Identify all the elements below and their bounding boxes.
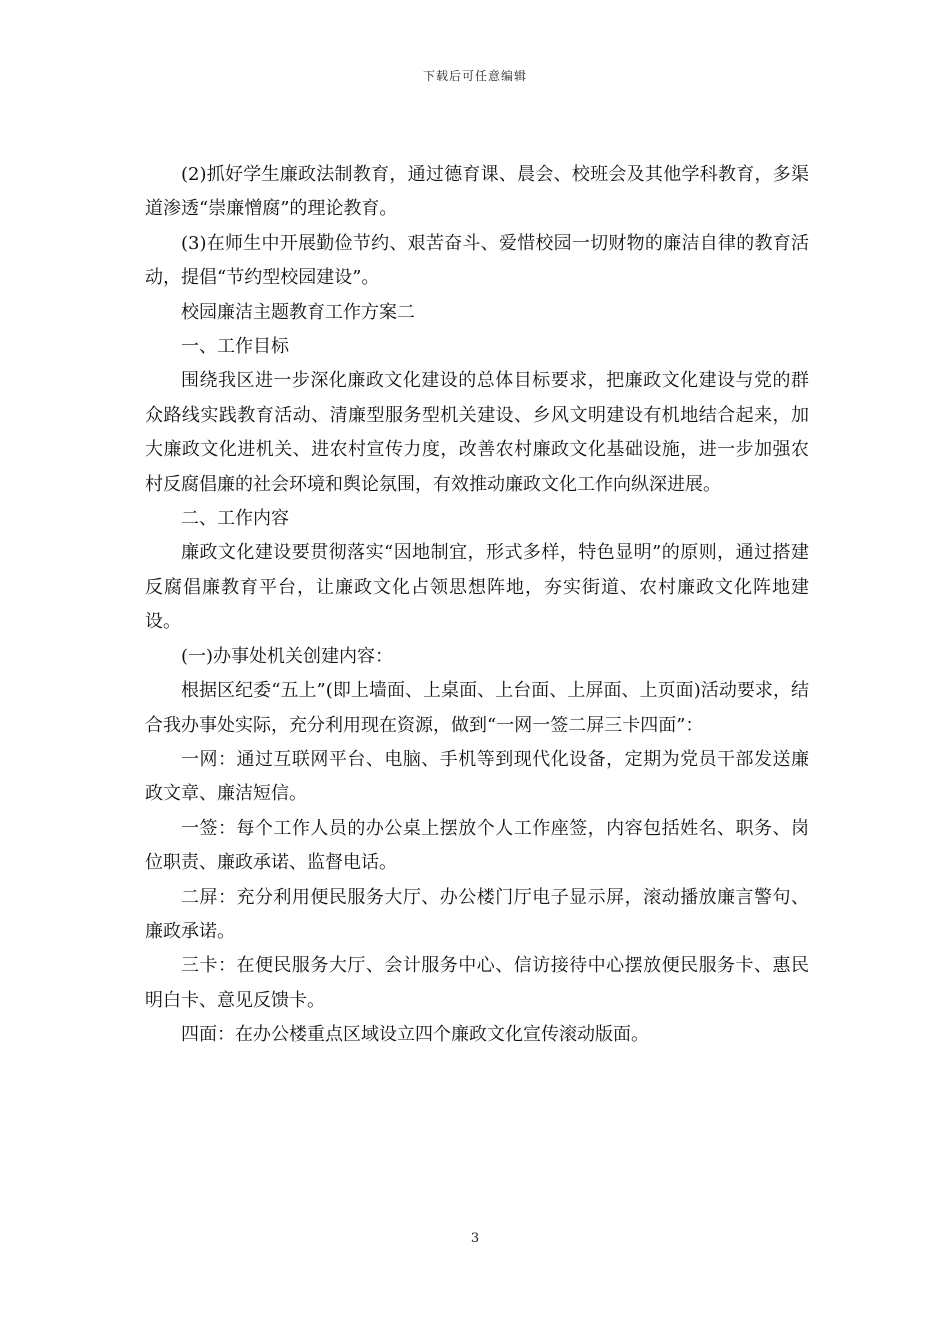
- paragraph: 二屏：充分利用便民服务大厅、办公楼门厅电子显示屏，滚动播放廉言警句、廉政承诺。: [145, 886, 809, 942]
- paragraph: 根据区纪委“五上”(即上墙面、上桌面、上台面、上屏面、上页面)活动要求，结合我办事处实际，充分利用现在资源，做到“一网一签二屏三卡四面”：: [145, 680, 809, 736]
- section-heading: 一、工作目标: [181, 336, 289, 358]
- paragraph: 围绕我区进一步深化廉政文化建设的总体目标要求，把廉政文化建设与党的群众路线实践教育活动、清廉型服务型机关建设、乡风文明建设有机地结合起来，加大廉政文化进机关、进农村宣传力度，改善农村廉政文化基础设施，进一步加强农村反腐倡廉的社会环境和舆论氛围，有效推动廉政文化工作向纵深进展。: [145, 370, 809, 495]
- paragraph: 一签：每个工作人员的办公桌上摆放个人工作座签，内容包括姓名、职务、岗位职责、廉政承诺、监督电话。: [145, 817, 809, 874]
- page-header: 下载后可任意编辑: [422, 69, 527, 83]
- paragraph: (2)抓好学生廉政法制教育，通过德育课、晨会、校班会及其他学科教育，多渠道渗透“崇廉憎腐”的理论教育。: [145, 164, 809, 220]
- paragraph: (3)在师生中开展勤俭节约、艰苦奋斗、爱惜校园一切财物的廉洁自律的教育活动，提倡“节约型校园建设”。: [145, 232, 809, 289]
- document-body: [145, 158, 809, 1053]
- paragraph: 一网：通过互联网平台、电脑、手机等到现代化设备，定期为党员干部发送廉政文章、廉洁短信。: [145, 748, 809, 805]
- paragraph: 廉政文化建设要贯彻落实“因地制宜，形式多样，特色显明”的原则，通过搭建反腐倡廉教育平台，让廉政文化占领思想阵地，夯实街道、农村廉政文化阵地建设。: [145, 542, 809, 633]
- paragraph: 三卡：在便民服务大厅、会计服务中心、信访接待中心摆放便民服务卡、惠民明白卡、意见反馈卡。: [145, 955, 809, 1011]
- page-number: 3: [470, 1231, 480, 1246]
- section-title: 校园廉洁主题教育工作方案二: [181, 301, 415, 323]
- subsection-heading: (一)办事处机关创建内容：: [181, 645, 394, 667]
- section-heading: 二、工作内容: [181, 508, 289, 530]
- paragraph: 四面：在办公楼重点区域设立四个廉政文化宣传滚动版面。: [181, 1024, 649, 1046]
